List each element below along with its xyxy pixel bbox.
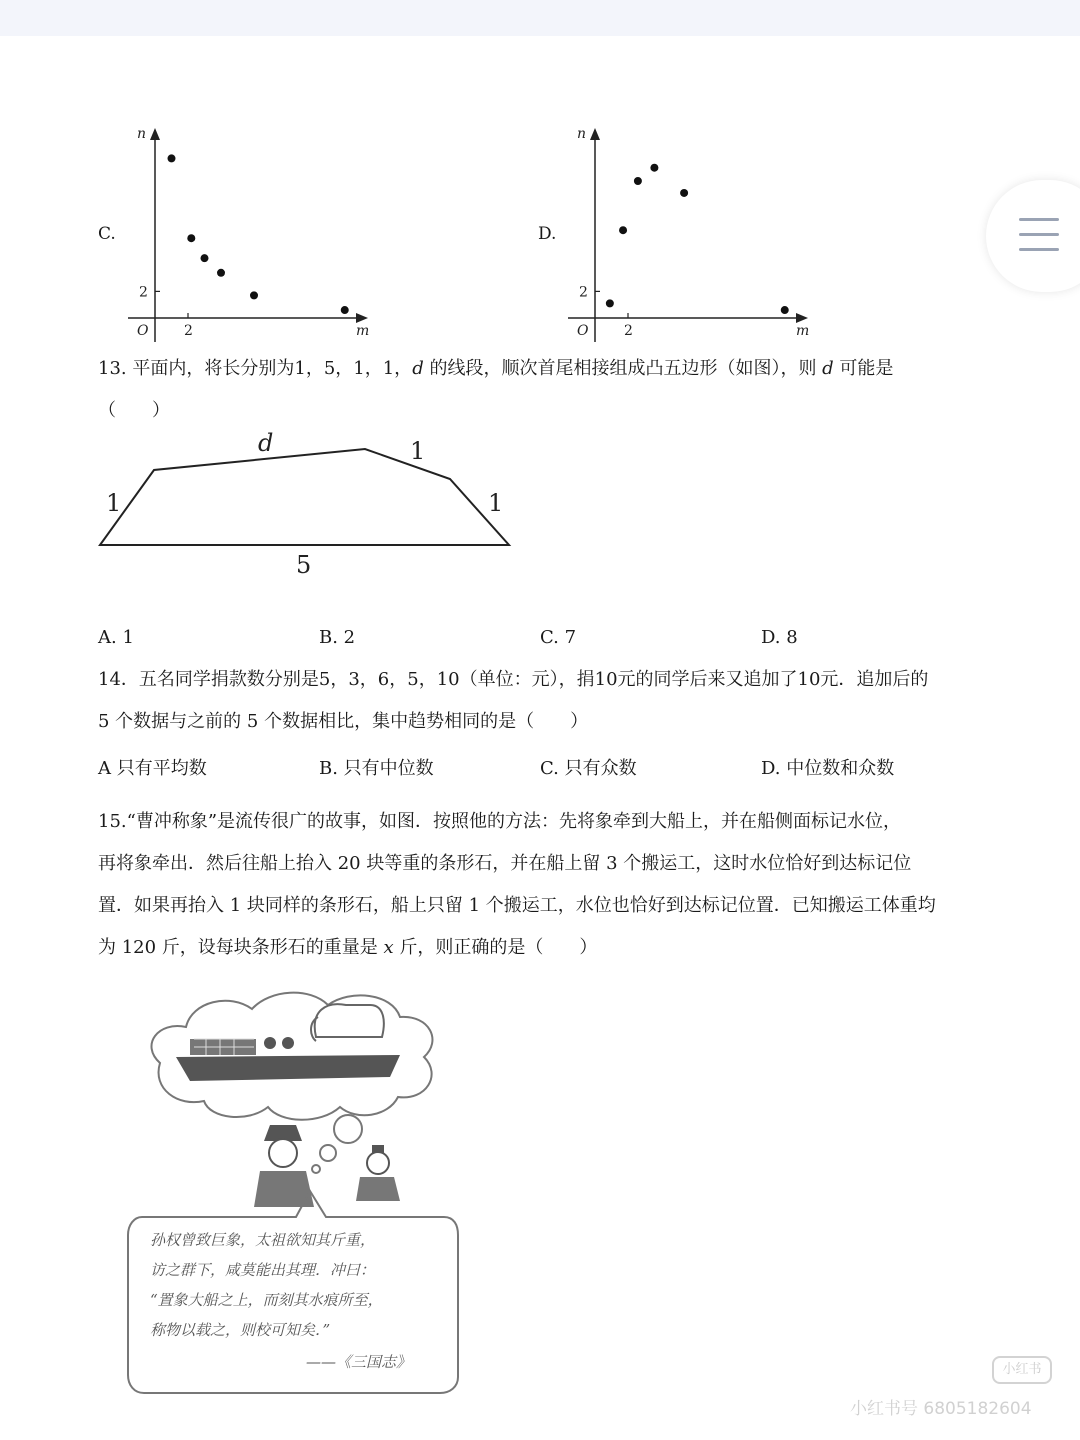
y-axis-arrow: [590, 128, 600, 140]
elephant-icon: [315, 1004, 384, 1037]
data-point: [217, 269, 225, 277]
x-axis-arrow: [796, 313, 808, 323]
label-right: 1: [488, 489, 504, 517]
menu-icon-line: [1019, 233, 1059, 236]
menu-button[interactable]: [986, 180, 1080, 292]
scatter-chart-d: [560, 120, 820, 345]
q14-option-b[interactable]: B. 只有中位数: [319, 758, 434, 779]
data-point: [168, 154, 176, 162]
y-tick-label: 2: [139, 284, 148, 301]
cao-chong-figure: [356, 1145, 400, 1201]
y-axis-label: n: [577, 126, 587, 142]
x-tick-label: 2: [184, 323, 193, 339]
q13-paren: （ ）: [98, 400, 170, 421]
x-tick-label: 2: [624, 323, 633, 339]
cao-chong-illustration: [120, 985, 460, 1395]
data-point: [634, 177, 642, 185]
data-point: [250, 291, 258, 299]
q13-option-d[interactable]: D. 8: [761, 627, 798, 648]
q14-option-c[interactable]: C. 只有众数: [540, 758, 637, 779]
q14-option-a[interactable]: A 只有平均数: [98, 758, 207, 779]
data-point: [619, 226, 627, 234]
origin-label: O: [137, 323, 149, 339]
q15-line3: 置．如果再抬入 1 块同样的条形石，船上只留 1 个搬运工，水位也恰好到达标记位置．已知搬运工体重均: [98, 895, 936, 916]
quote-source: ——《三国志》: [306, 1353, 412, 1371]
quote-line-2: 访之群下，咸莫能出其理．冲曰：: [150, 1261, 376, 1279]
x-axis-arrow: [356, 313, 368, 323]
q15-line1: 15.“曹冲称象”是流传很广的故事，如图．按照他的方法：先将象牵到大船上，并在船侧面标记水位，: [98, 811, 902, 832]
origin-label: O: [577, 323, 589, 339]
x-axis-label: m: [796, 323, 810, 339]
watermark-badge: 小红书: [992, 1356, 1052, 1384]
watermark-text: 小红书号 6805182604: [850, 1399, 1032, 1419]
label-bottom: 5: [296, 551, 312, 579]
option-d-label: D.: [538, 224, 557, 244]
y-axis-arrow: [150, 128, 160, 140]
menu-icon-line: [1019, 218, 1059, 221]
data-point: [606, 299, 614, 307]
y-tick-label: 2: [579, 284, 588, 301]
q13-option-b[interactable]: B. 2: [319, 627, 356, 648]
quote-line-3: “置象大船之上，而刻其水痕所至，: [150, 1291, 383, 1309]
label-d: d: [258, 429, 274, 457]
quote-line-4: 称物以载之，则校可知矣．”: [150, 1321, 331, 1339]
label-top-right: 1: [410, 437, 426, 465]
q13-answers: [98, 627, 998, 649]
q13-stem: 13. 平面内，将长分别为1，5，1，1，d 的线段，顺次首尾相接组成凸五边形（如图），则 d 可能是: [98, 358, 894, 379]
q14-line2: 5 个数据与之前的 5 个数据相比，集中趋势相同的是（ ）: [98, 711, 589, 732]
x-axis-label: m: [356, 323, 370, 339]
data-point: [341, 306, 349, 314]
menu-icon-line: [1019, 248, 1059, 251]
q14-answers: [98, 754, 998, 779]
data-point: [781, 306, 789, 314]
pentagon-figure: [90, 425, 530, 585]
data-point: [201, 254, 209, 262]
q14-option-d[interactable]: D. 中位数和众数: [761, 758, 895, 779]
q13-option-a[interactable]: A. 1: [98, 627, 134, 648]
y-axis-label: n: [137, 126, 147, 142]
cao-cao-figure: [254, 1125, 314, 1207]
q13-option-c[interactable]: C. 7: [540, 627, 577, 648]
data-point: [680, 189, 688, 197]
data-point: [187, 234, 195, 242]
label-left: 1: [106, 489, 122, 517]
quote-line-1: 孙权曾致巨象，太祖欲知其斤重，: [150, 1231, 376, 1249]
data-point: [650, 164, 658, 172]
q14-line1: 14．五名同学捐款数分别是5，3，6，5，10（单位：元），捐10元的同学后来又追加了10元．追加后的: [98, 669, 929, 690]
top-bar: [0, 0, 1080, 36]
q15-line4: 为 120 斤，设每块条形石的重量是 x 斤，则正确的是（ ）: [98, 937, 598, 958]
scatter-chart-c: [120, 120, 380, 345]
q15-line2: 再将象牵出．然后往船上抬入 20 块等重的条形石，并在船上留 3 个搬运工，这时水位恰好到达标记位: [98, 853, 912, 874]
option-c-label: C.: [98, 224, 116, 244]
